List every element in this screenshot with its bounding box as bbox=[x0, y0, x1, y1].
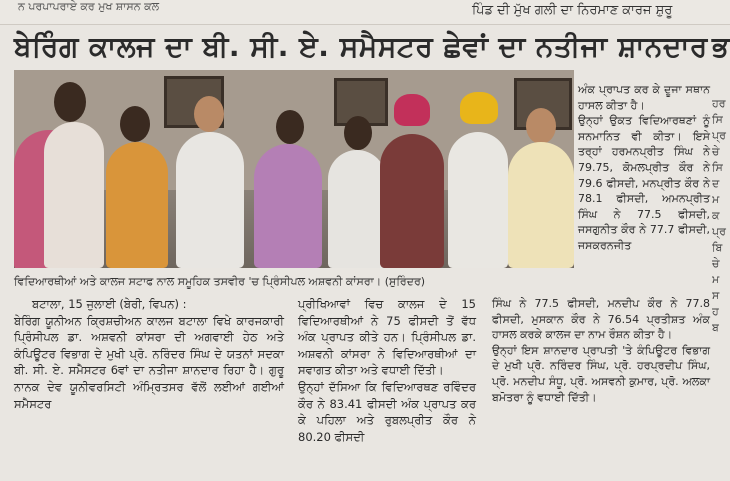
edge-fragment: ਬ bbox=[712, 321, 719, 334]
photo-caption: ਵਿਦਿਆਰਥੀਆਂ ਅਤੇ ਕਾਲਜ ਸਟਾਫ ਨਾਲ ਸਮੂਹਿਕ ਤਸਵੀਰ 'ਚ ਪ੍ਰਿੰਸੀਪਲ ਅਸ਼ਵਨੀ ਕਾਂਸਰਾ। (ਸੁਰਿੰਦਰ) bbox=[14, 275, 426, 288]
edge-fragment: ਸਿ bbox=[712, 113, 723, 126]
turban bbox=[460, 92, 498, 124]
article-paragraph: ਉਨ੍ਹਾਂ ਦੱਸਿਆ ਕਿ ਵਿਦਿਆਰਥਣ ਰਵਿੰਦਰ ਕੌਰ ਨੇ 83.41 ਫੀਸਦੀ ਅੰਕ ਪ੍ਰਾਪਤ ਕਰ ਕੇ ਪਹਿਲਾ ਅਤੇ ਰੁਬਲਪ੍ਰੀਤ ਕੌਰ ਨੇ 80.20 ਫੀਸਦੀ bbox=[298, 379, 476, 444]
article-paragraph: ਉਨ੍ਹਾਂ ਇਸ ਸ਼ਾਨਦਾਰ ਪ੍ਰਾਪਤੀ 'ਤੇ ਕੰਪਿਊਟਰ ਵਿਭਾਗ ਦੇ ਮੁਖੀ ਪ੍ਰੋ. ਨਰਿੰਦਰ ਸਿੰਘ, ਪ੍ਰੋ. ਹਰਪ੍ਰਦੀਪ ਸਿੰਘ, ਪ੍ਰੋ. ਮਨਦੀਪ ਸੰਧੂ, ਪ੍ਰੋ. ਅਸਵਨੀ ਕੁਮਾਰ, ਪ੍ਰੋ. ਅਲਕਾ ਬਮੋਤਰਾ ਨੂੰ ਵਧਾਈ ਦਿੱਤੀ। bbox=[492, 343, 710, 404]
edge-fragment: ਕ bbox=[712, 209, 720, 222]
article-column-right bbox=[578, 82, 710, 254]
person bbox=[254, 144, 322, 268]
person-head bbox=[120, 106, 150, 142]
edge-fragment: ਹਰ bbox=[712, 97, 726, 110]
person-head bbox=[526, 108, 556, 144]
person bbox=[176, 132, 244, 268]
edge-fragment: ਹ bbox=[712, 305, 719, 318]
article-column-left bbox=[14, 296, 284, 412]
article-paragraph: ਸਿੰਘ ਨੇ 77.5 ਫੀਸਦੀ, ਮਨਦੀਪ ਕੌਰ ਨੇ 77.8 ਫੀਸਦੀ, ਮੁਸਕਾਨ ਕੌਰ ਨੇ 76.54 ਪ੍ਰਤੀਸ਼ਤ ਅੰਕ ਹਾਸਲ ਕਰਕੇ ਕਾਲਜ ਦਾ ਨਾਮ ਰੌਸ਼ਨ ਕੀਤਾ ਹੈ। bbox=[492, 297, 710, 342]
person-head bbox=[344, 116, 372, 150]
article-paragraph: ਉਨ੍ਹਾਂ ਉਕਤ ਵਿਦਿਆਰਥਣਾਂ ਨੂੰ ਸਨਮਾਨਿਤ ਵੀ ਕੀਤਾ। ਇਸੇ ਤਰ੍ਹਾਂ ਹਰਮਨਪ੍ਰੀਤ ਸਿੰਘ ਨੇ 79.75, ਕੋਮਲਪ੍ਰੀਤ ਕੌਰ ਨੇ 79.6 ਫੀਸਦੀ, ਮਨਪ੍ਰੀਤ ਕੌਰ ਨੇ 78.1 ਫੀਸਦੀ, ਅਮਨਪ੍ਰੀਤ ਸਿੰਘ ਨੇ 77.5 ਫੀਸਦੀ, ਜਸਗੁਨੀਤ ਕੌਰ ਨੇ 77.7 ਫੀਸਦੀ, ਜਸਕਰਨਜੀਤ bbox=[578, 114, 710, 252]
article-headline: ਬੇਰਿੰਗ ਕਾਲਜ ਦਾ ਬੀ. ਸੀ. ਏ. ਸਮੈਸਟਰ ਛੇਵਾਂ ਦਾ ਨਤੀਜਾ ਸ਼ਾਨਦਾਰ bbox=[14, 30, 708, 63]
edge-fragment: ਸਿ bbox=[712, 161, 723, 174]
adjacent-article-edge bbox=[712, 96, 730, 336]
edge-fragment: ਦ bbox=[712, 177, 720, 190]
dateline: ਬਟਾਲਾ, 15 ਜੁਲਾਈ (ਬੇਰੀ, ਵਿਪਨ) : bbox=[32, 297, 187, 311]
next-headline-fragment: ਭ bbox=[712, 30, 730, 63]
edge-fragment: ਬਿ bbox=[712, 241, 723, 254]
person-head bbox=[54, 82, 86, 122]
edge-fragment: ਸ bbox=[712, 289, 720, 302]
edge-fragment: ਪ੍ਰ bbox=[712, 225, 726, 238]
group-photo bbox=[14, 70, 574, 268]
article-column-bottom-right bbox=[492, 296, 710, 405]
edge-fragment: ਪ੍ਰ bbox=[712, 129, 726, 142]
person bbox=[448, 132, 508, 268]
person-head bbox=[194, 96, 224, 132]
adjacent-headline: ਪਿੰਡ ਦੀ ਮੁੱਖ ਗਲੀ ਦਾ ਨਿਰਮਾਣ ਕਾਰਜ ਸ਼ੁਰੂ bbox=[472, 3, 673, 18]
person bbox=[508, 142, 574, 268]
edge-fragment: ਚੇ bbox=[712, 257, 720, 270]
top-strip bbox=[0, 0, 730, 25]
article-paragraph: ਬੇਰਿੰਗ ਯੂਨੀਅਨ ਕ੍ਰਿਸ਼ਚੀਅਨ ਕਾਲਜ ਬਟਾਲਾ ਵਿਖੇ ਕਾਰਜਕਾਰੀ ਪ੍ਰਿੰਸੀਪਲ ਡਾ. ਅਸ਼ਵਨੀ ਕਾਂਸਰਾ ਦੀ ਅਗਵਾਈ ਹੇਠ ਅਤੇ ਕੰਪਿਊਟਰ ਵਿਭਾਗ ਦੇ ਮੁਖੀ ਪ੍ਰੋ. ਨਰਿੰਦਰ ਸਿੰਘ ਦੇ ਯਤਨਾਂ ਸਦਕਾ ਬੀ. ਸੀ. ਏ. ਸਮੈਸਟਰ 6ਵਾਂ ਦਾ ਨਤੀਜਾ ਸ਼ਾਨਦਾਰ ਰਿਹਾ ਹੈ। ਗੁਰੂ ਨਾਨਕ ਦੇਵ ਯੂਨੀਵਰਸਿਟੀ ਅੰਮ੍ਰਿਤਸਰ ਵੱਲੋਂ ਲਈਆਂ ਗਈਆਂ ਸਮੈਸਟਰ bbox=[14, 313, 284, 411]
person bbox=[106, 142, 168, 268]
edge-fragment: ਮ bbox=[712, 193, 720, 206]
edge-fragment: ਚੇ bbox=[712, 145, 720, 158]
edge-fragment: ਮ bbox=[712, 273, 720, 286]
article-column-middle bbox=[298, 296, 476, 445]
person bbox=[380, 134, 444, 268]
person-head bbox=[276, 110, 304, 144]
person bbox=[44, 122, 104, 268]
article-paragraph: ਅੰਕ ਪ੍ਰਾਪਤ ਕਰ ਕੇ ਦੂਜਾ ਸਥਾਨ ਹਾਸਲ ਕੀਤਾ ਹੈ। bbox=[578, 83, 710, 112]
person bbox=[328, 150, 386, 268]
previous-article-fragment: ਨ ਪਰਪਾਪਰਾਏ ਕਰ ਮੁਖ ਸ਼ਾਸਨ ਕਲ bbox=[18, 0, 160, 13]
turban bbox=[394, 94, 430, 126]
article-paragraph: ਪ੍ਰੀਖਿਆਵਾਂ ਵਿਚ ਕਾਲਜ ਦੇ 15 ਵਿਦਿਆਰਥੀਆਂ ਨੇ 75 ਫੀਸਦੀ ਤੋਂ ਵੱਧ ਅੰਕ ਪ੍ਰਾਪਤ ਕੀਤੇ ਹਨ। ਪ੍ਰਿੰਸੀਪਲ ਡਾ. ਅਸ਼ਵਨੀ ਕਾਂਸਰਾ ਨੇ ਵਿਦਿਆਰਥੀਆਂ ਦਾ ਸਵਾਗਤ ਕੀਤਾ ਅਤੇ ਵਧਾਈ ਦਿੱਤੀ। bbox=[298, 297, 476, 378]
